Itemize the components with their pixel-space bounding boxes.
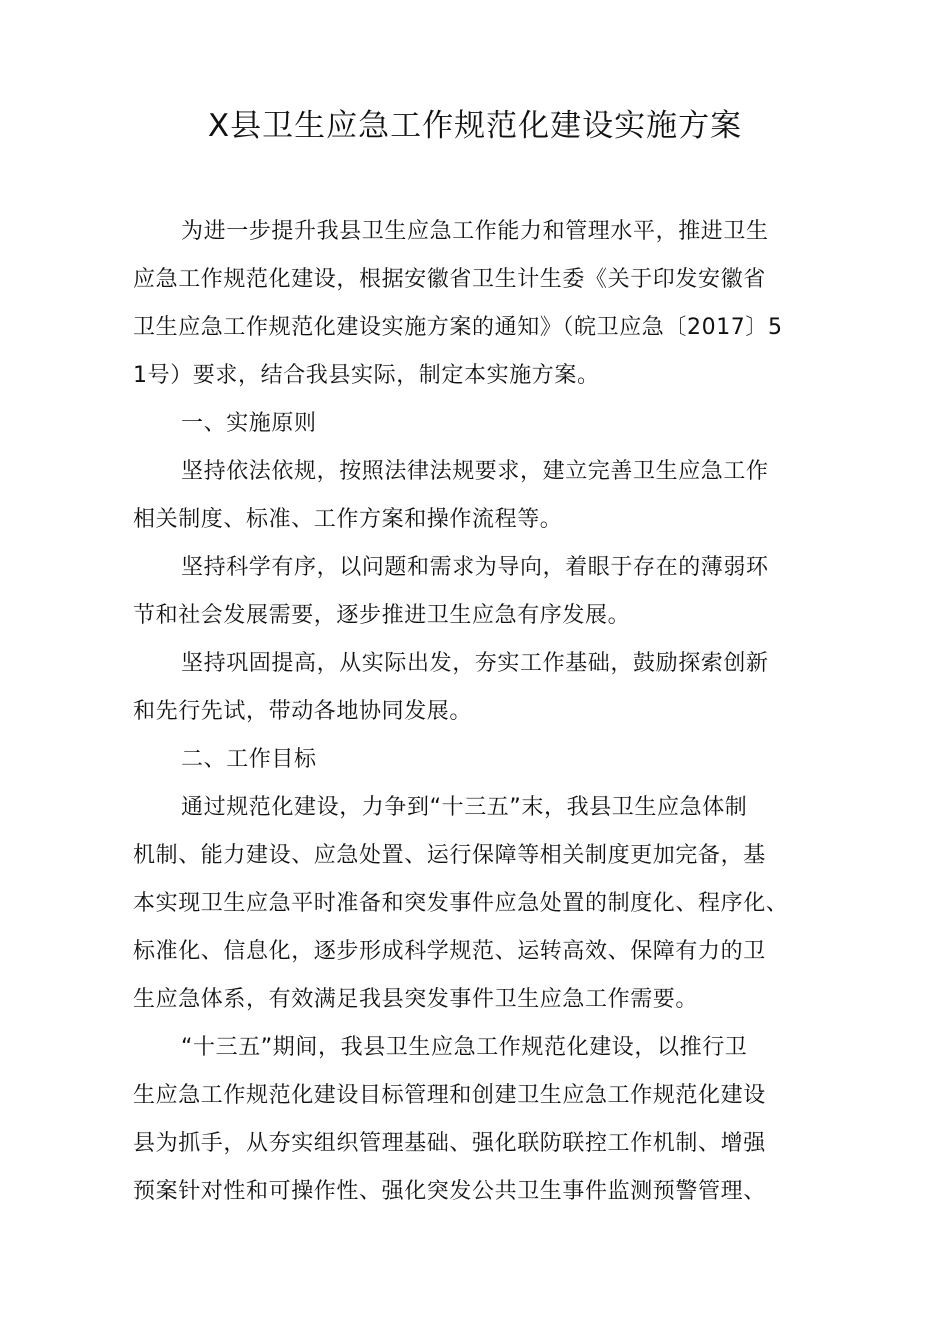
text-line: 坚持依法依规，按照法律法规要求，建立完善卫生应急工作: [181, 459, 769, 484]
text-line: 和先行先试，带动各地协同发展。: [133, 699, 473, 724]
paragraph: [133, 208, 845, 400]
text-line: 坚持科学有序，以问题和需求为导向，着眼于存在的薄弱环: [181, 555, 769, 580]
text-line: 通过规范化建设，力争到“十三五”末，我县卫生应急体制: [181, 795, 748, 820]
text-line: 机制、能力建设、应急处置、运行保障等相关制度更加完备，基: [133, 843, 766, 868]
paragraph: [133, 784, 845, 1024]
text-line: 生应急体系，有效满足我县突发事件卫生应急工作需要。: [133, 987, 699, 1012]
text-line: 1号）要求，结合我县实际，制定本实施方案。: [133, 363, 600, 388]
text-line: 卫生应急工作规范化建设实施方案的通知》（皖卫应急〔2017〕5: [133, 315, 783, 340]
paragraph: [133, 640, 845, 736]
document-body: [133, 208, 845, 1216]
text-line: “十三五”期间，我县卫生应急工作规范化建设，以推行卫: [181, 1035, 748, 1060]
text-line: 二、工作目标: [181, 747, 317, 772]
section-heading: [133, 736, 845, 784]
text-line: 坚持巩固提高，从实际出发，夯实工作基础，鼓励探索创新: [181, 651, 769, 676]
paragraph: [133, 1024, 845, 1216]
text-line: 县为抓手，从夯实组织管理基础、强化联防联控工作机制、增强: [133, 1131, 766, 1156]
text-line: 一、实施原则: [181, 411, 317, 436]
paragraph: [133, 448, 845, 544]
section-heading: [133, 400, 845, 448]
text-line: 预案针对性和可操作性、强化突发公共卫生事件监测预警管理、: [133, 1179, 766, 1204]
text-line: 节和社会发展需要，逐步推进卫生应急有序发展。: [133, 603, 631, 628]
text-line: 生应急工作规范化建设目标管理和创建卫生应急工作规范化建设: [133, 1083, 766, 1108]
paragraph: [133, 544, 845, 640]
text-line: 标准化、信息化，逐步形成科学规范、运转高效、保障有力的卫: [133, 939, 766, 964]
text-line: 相关制度、标准、工作方案和操作流程等。: [133, 507, 563, 532]
document-title: X县卫生应急工作规范化建设实施方案: [207, 108, 743, 144]
text-line: 为进一步提升我县卫生应急工作能力和管理水平，推进卫生: [181, 219, 769, 244]
text-line: 应急工作规范化建设，根据安徽省卫生计生委《关于印发安徽省: [133, 267, 766, 292]
text-line: 本实现卫生应急平时准备和突发事件应急处置的制度化、程序化、: [133, 891, 789, 916]
